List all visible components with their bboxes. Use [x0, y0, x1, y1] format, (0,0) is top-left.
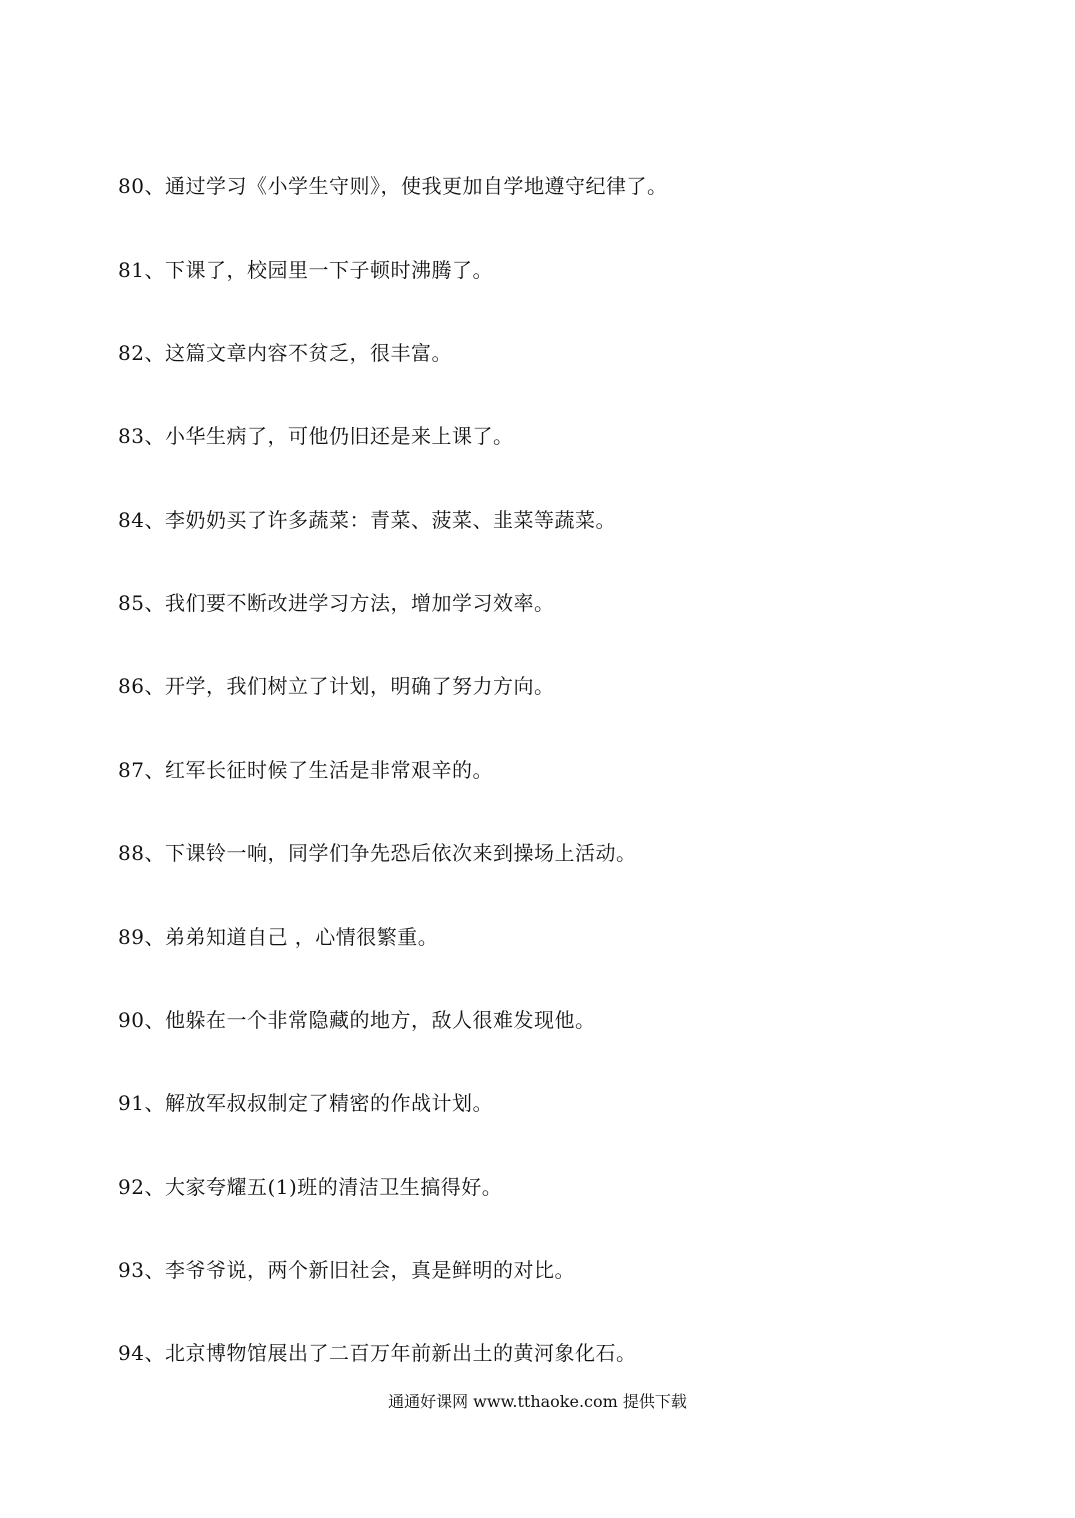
sentence-86: 86、开学，我们树立了计划，明确了努力方向。 — [118, 674, 555, 698]
sentence-87: 87、红军长征时候了生活是非常艰辛的。 — [118, 758, 493, 782]
sentence-93: 93、李爷爷说，两个新旧社会，真是鲜明的对比。 — [118, 1258, 575, 1282]
sentence-80: 80、通过学习《小学生守则》，使我更加自学地遵守纪律了。 — [118, 174, 668, 198]
sentence-89: 89、弟弟知道自己 ，心情很繁重。 — [118, 925, 439, 949]
sentence-90: 90、他躲在一个非常隐藏的地方，敌人很难发现他。 — [118, 1008, 596, 1032]
page-footer: 通通好课网 www.tthaoke.com 提供下载 — [388, 1392, 687, 1411]
sentence-92: 92、大家夸耀五(1)班的清洁卫生搞得好。 — [118, 1175, 503, 1199]
sentence-81: 81、下课了，校园里一下子顿时沸腾了。 — [118, 258, 493, 282]
sentence-88: 88、下课铃一响，同学们争先恐后依次来到操场上活动。 — [118, 841, 637, 865]
sentence-85: 85、我们要不断改进学习方法，增加学习效率。 — [118, 591, 555, 615]
sentence-94: 94、北京博物馆展出了二百万年前新出土的黄河象化石。 — [118, 1341, 637, 1365]
sentence-91: 91、解放军叔叔制定了精密的作战计划。 — [118, 1091, 493, 1115]
sentence-84: 84、李奶奶买了许多蔬菜：青菜、菠菜、韭菜等蔬菜。 — [118, 508, 616, 532]
sentence-82: 82、这篇文章内容不贫乏，很丰富。 — [118, 341, 452, 365]
sentence-83: 83、小华生病了，可他仍旧还是来上课了。 — [118, 424, 514, 448]
